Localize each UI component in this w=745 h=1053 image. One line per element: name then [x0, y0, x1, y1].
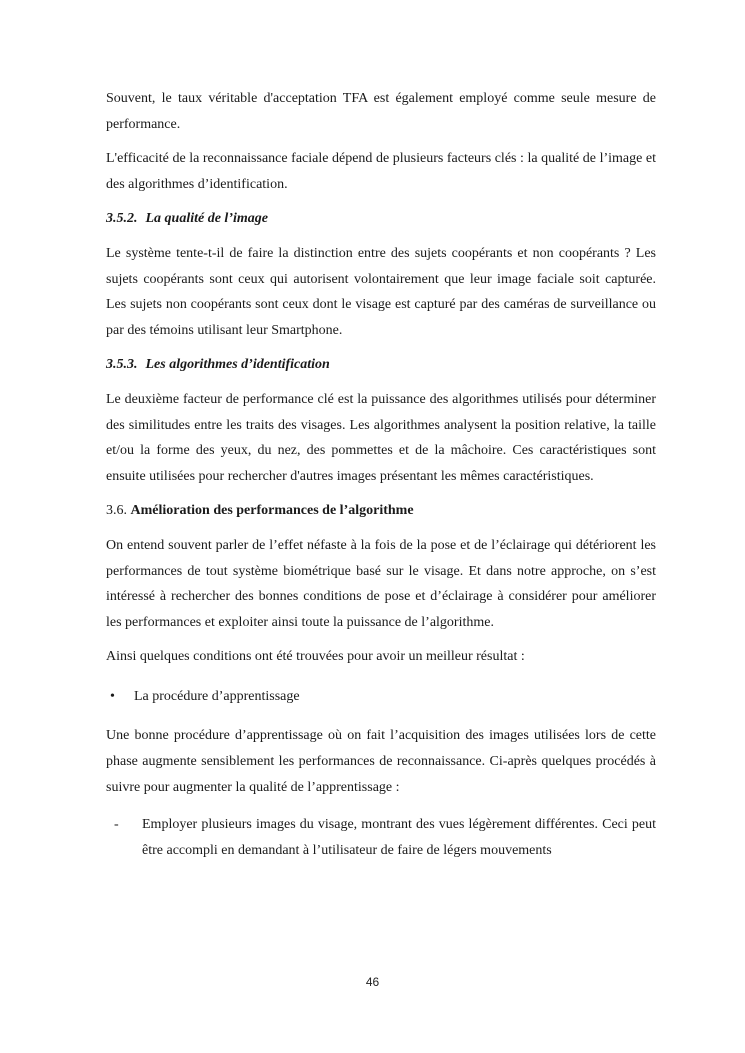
- paragraph: Le deuxième facteur de performance clé est la puissance des algorithmes utilisés pour déterminer des similitudes entre les traits des visages. Les algorithmes analysent la position relative, la taille et/ou la forme des yeux, du nez, des pommettes et de la mâchoire. Ces caractéristiques sont ensuite utilisées pour rechercher d'autres images présentant les mêmes caractéristiques.: [106, 391, 656, 484]
- bullet-list-item: [106, 684, 656, 710]
- document-page: [106, 86, 656, 863]
- paragraph: Ainsi quelques conditions ont été trouvées pour avoir un meilleur résultat :: [106, 649, 525, 665]
- paragraph: On entend souvent parler de l’effet néfaste à la fois de la pose et de l’éclairage qui détériorent les performances de tout système biométrique basé sur le visage. Et dans notre approche, on s’est intéressé à rechercher des bonnes conditions de pose et d’éclairage à considérer pour améliorer les performances et exploiter ainsi toute la puissance de l’algorithme.: [106, 537, 656, 630]
- page-number: 46: [365, 975, 380, 989]
- dash-marker: -: [114, 817, 119, 833]
- section-number: 3.5.2.: [106, 211, 138, 227]
- section-heading-3-5-3: [106, 352, 656, 378]
- bullet-text: La procédure d’apprentissage: [134, 688, 300, 704]
- section-heading-3-5-2: [106, 206, 656, 232]
- section-heading-3-6: [106, 498, 656, 524]
- section-title: Les algorithmes d’identification: [145, 357, 330, 373]
- paragraph: L'efficacité de la reconnaissance faciale dépend de plusieurs facteurs clés : la qualité de l’image et des algorithmes d’identification.: [106, 151, 656, 192]
- paragraph: Le système tente-t-il de faire la distinction entre des sujets coopérants et non coopérants ? Les sujets coopérants sont ceux qui autorisent volontairement que leur image faciale soit capturée. Les sujets non coopérants sont ceux dont le visage est capturé par des caméras de surveillance ou par des témoins utilisant leur Smartphone.: [106, 245, 656, 338]
- section-number: 3.6.: [106, 503, 127, 519]
- paragraph: Une bonne procédure d’apprentissage où on fait l’acquisition des images utilisées lors de cette phase augmente sensiblement les performances de reconnaissance. Ci-après quelques procédés à suivre pour augmenter la qualité de l’apprentissage :: [106, 728, 656, 795]
- section-number: 3.5.3.: [106, 357, 138, 373]
- section-title: Amélioration des performances de l’algorithme: [130, 503, 414, 519]
- dash-text: Employer plusieurs images du visage, montrant des vues légèrement différentes. Ceci peut être accompli en demandant à l’utilisateur de faire de légers mouvements: [142, 817, 656, 858]
- dash-list-item: [106, 812, 656, 863]
- bullet-icon: •: [110, 688, 115, 704]
- section-title: La qualité de l’image: [145, 211, 268, 227]
- paragraph: Souvent, le taux véritable d'acceptation TFA est également employé comme seule mesure de performance.: [106, 91, 656, 132]
